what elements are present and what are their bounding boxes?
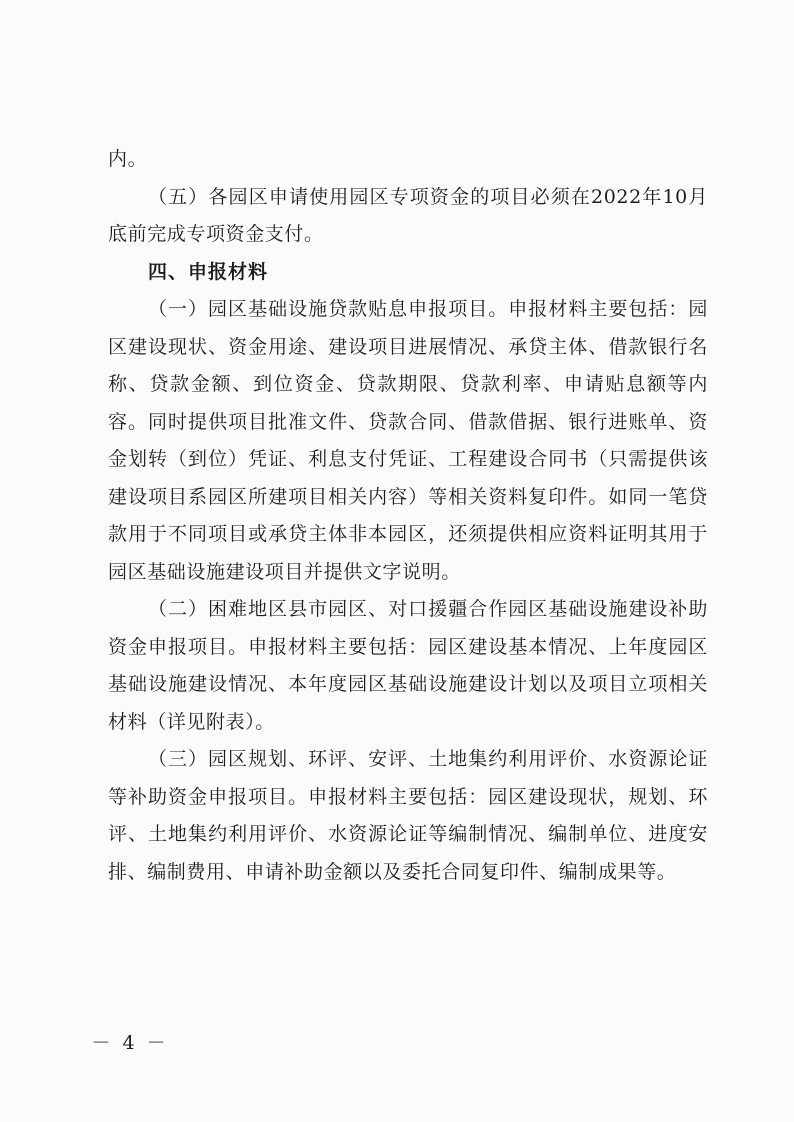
subsection-1-paragraph: （一）园区基础设施贷款贴息申报项目。申报材料主要包括：园区建设现状、资金用途、建设项目进展情况、承贷主体、借款银行名称、贷款金额、到位资金、贷款期限、贷款利率、申请贴息额等内容。同时提供项目批准文件、贷款合同、借款借据、银行进账单、资金划转（到位）凭证、利息支付凭证、工程建设合同书（只需提供该建设项目系园区所建项目相关内容）等相关资料复印件。如同一笔贷款用于不同项目或承贷主体非本园区，还须提供相应资料证明其用于园区基础设施建设项目并提供文字说明。 <box>108 298 708 583</box>
subsection-3-paragraph: （三）园区规划、环评、安评、土地集约利用评价、水资源论证等补助资金申报项目。申报材料主要包括：园区建设现状，规划、环评、土地集约利用评价、水资源论证等编制情况、编制单位、进度安排、编制费用、申请补助金额以及委托合同复印件、编制成果等。 <box>108 748 708 883</box>
subsection-2-paragraph: （二）困难地区县市园区、对口援疆合作园区基础设施建设补助资金申报项目。申报材料主要包括：园区建设基本情况、上年度园区基础设施建设情况、本年度园区基础设施建设计划以及项目立项相关材料（详见附表）。 <box>108 598 708 733</box>
document-body <box>108 141 708 891</box>
continuation-paragraph: 内。 <box>108 148 148 170</box>
item-5-paragraph: （五）各园区申请使用园区专项资金的项目必须在2022年10月底前完成专项资金支付。 <box>108 185 708 245</box>
section-heading: 四、申报材料 <box>148 260 269 283</box>
page-number: － 4 － <box>91 1032 169 1054</box>
